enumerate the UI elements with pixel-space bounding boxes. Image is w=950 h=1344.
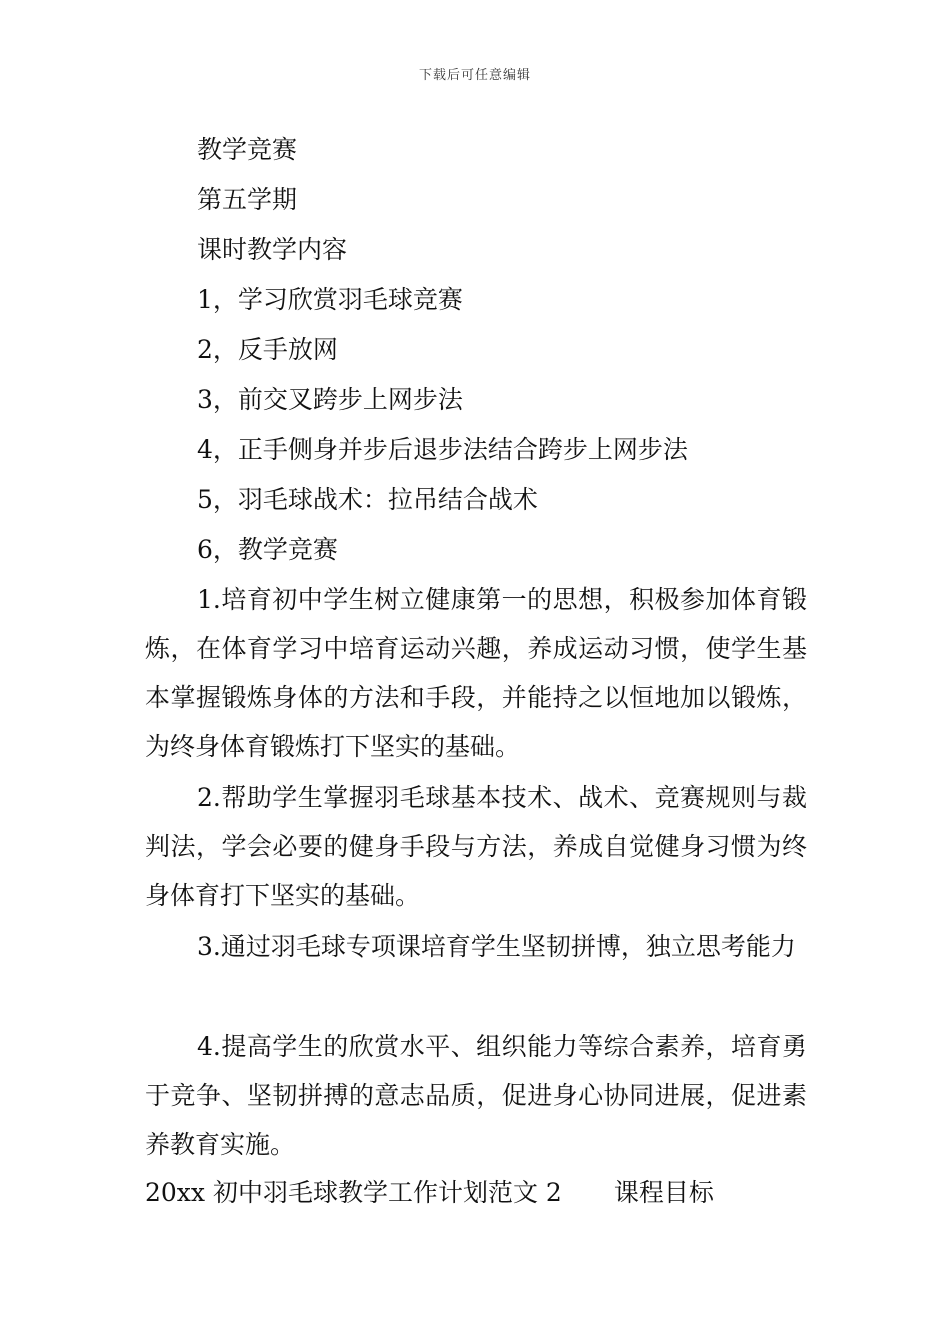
objective-paragraph: 4.提高学生的欣赏水平、组织能力等综合素养，培育勇于竞争、坚韧拼搏的意志品质，促进身心协同进展，促进素养教育实施。 <box>145 1032 807 1159</box>
list-item: 3，前交叉跨步上网步法 <box>197 385 463 414</box>
list-item: 2，反手放网 <box>197 335 338 364</box>
content-line: 教学竞赛 <box>197 135 298 164</box>
objective-paragraph: 3.通过羽毛球专项课培育学生坚韧拼博，独立思考能力 <box>197 932 796 961</box>
document-title: 20xx 初中羽毛球教学工作计划范文 2 <box>145 1178 562 1207</box>
list-item: 1，学习欣赏羽毛球竞赛 <box>197 285 463 314</box>
section-title: 课程目标 <box>613 1178 714 1207</box>
list-item: 4，正手侧身并步后退步法结合跨步上网步法 <box>197 435 688 464</box>
content-line: 课时教学内容 <box>197 235 348 264</box>
list-item: 5，羽毛球战术：拉吊结合战术 <box>197 485 538 514</box>
content-line: 第五学期 <box>197 185 298 214</box>
section-heading <box>145 1178 714 1208</box>
objective-paragraph: 2.帮助学生掌握羽毛球基本技术、战术、竞赛规则与裁判法，学会必要的健身手段与方法，养成自觉健身习惯为终身体育打下坚实的基础。 <box>145 783 807 910</box>
page-header-note: 下载后可任意编辑 <box>418 68 531 83</box>
objective-paragraph: 1.培育初中学生树立健康第一的思想，积极参加体育锻炼，在体育学习中培育运动兴趣，养成运动习惯，使学生基本掌握锻炼身体的方法和手段，并能持之以恒地加以锻炼，为终身体育锻炼打下坚实的基础。 <box>145 585 807 761</box>
list-item: 6，教学竞赛 <box>197 535 338 564</box>
